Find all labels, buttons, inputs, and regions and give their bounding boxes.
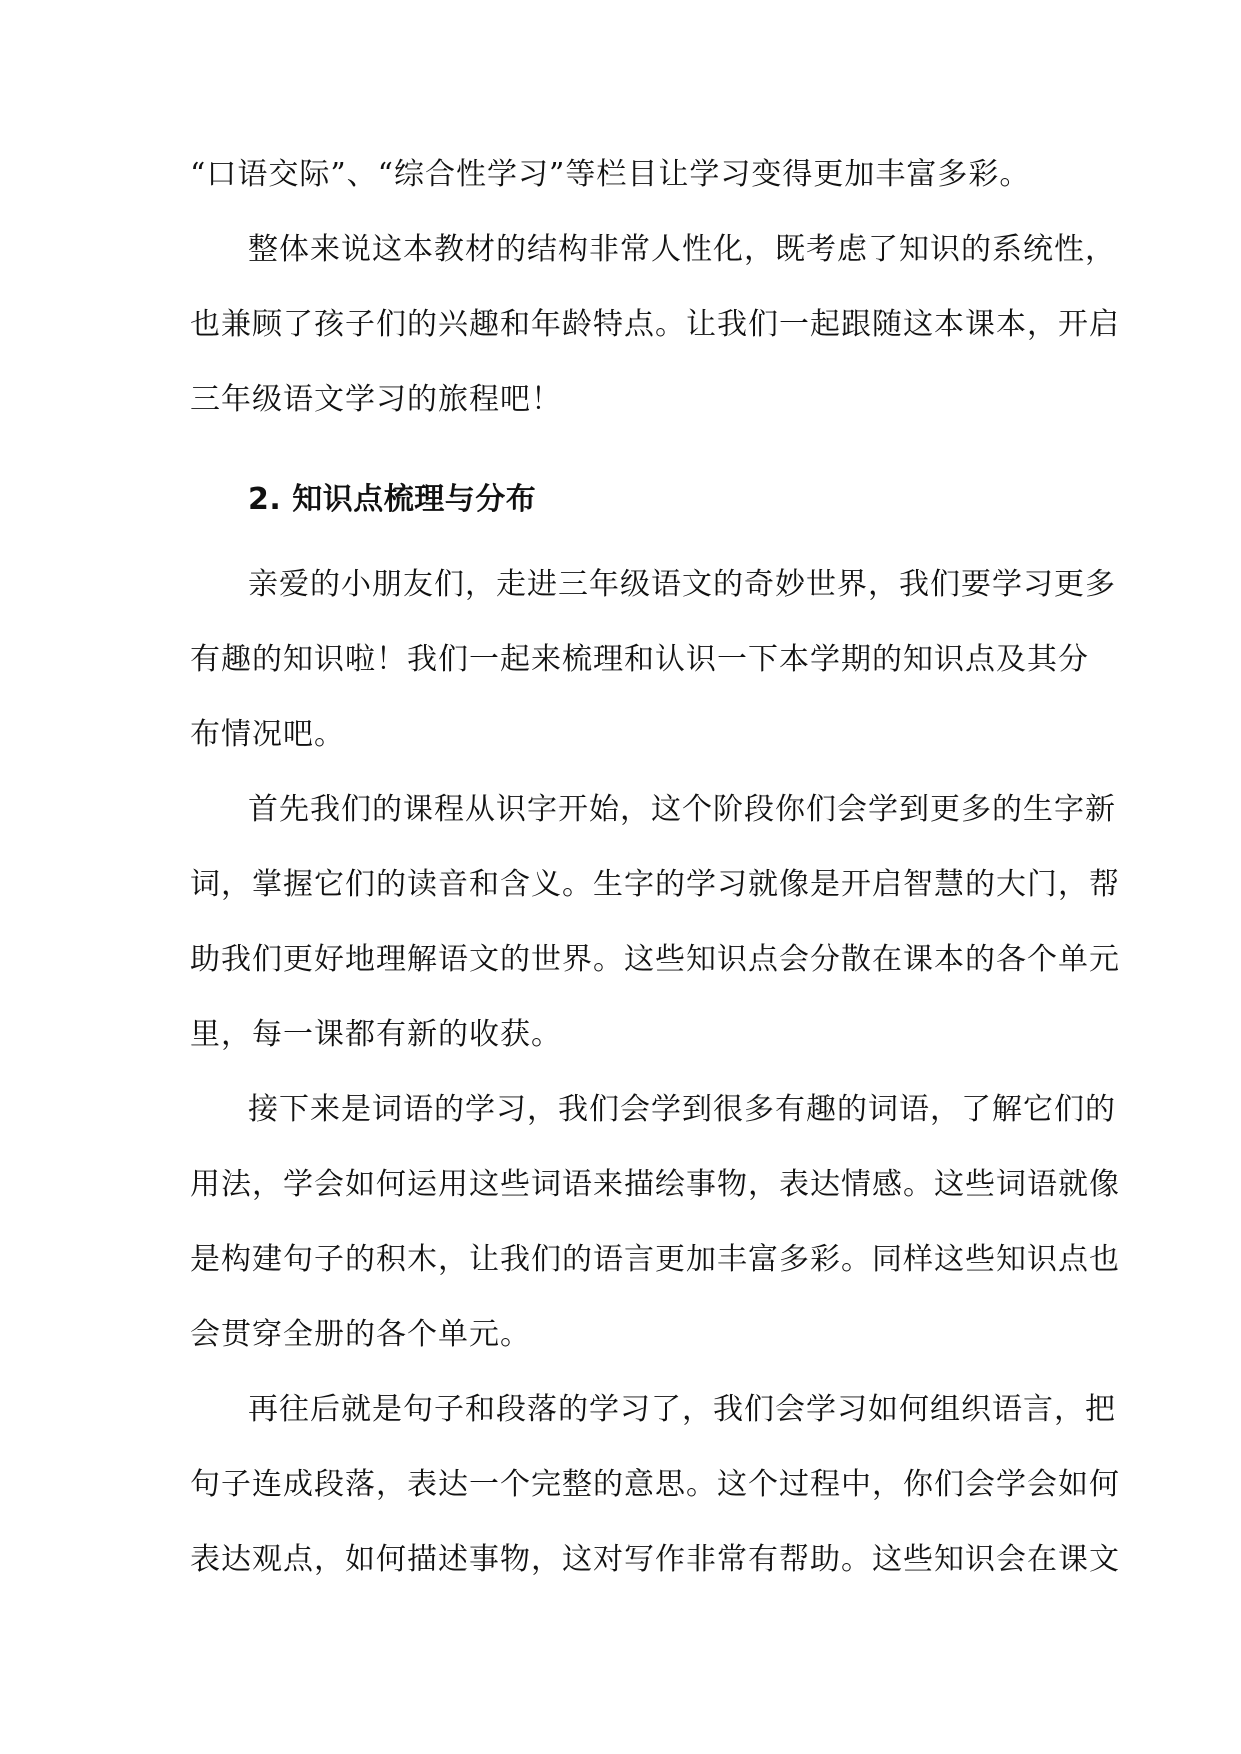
text-line: “口语交际”、“综合性学习”等栏目让学习变得更加丰富多彩。 <box>190 157 1031 192</box>
text-line: 三年级语文学习的旅程吧！ <box>190 382 562 417</box>
text-line: 亲爱的小朋友们，走进三年级语文的奇妙世界，我们要学习更多 <box>248 567 1116 602</box>
text-line: 句子连成段落，表达一个完整的意思。这个过程中，你们会学会如何 <box>190 1467 1120 1502</box>
text-line: 会贯穿全册的各个单元。 <box>190 1317 531 1352</box>
text-line: 首先我们的课程从识字开始，这个阶段你们会学到更多的生字新 <box>248 792 1116 827</box>
text-line: 助我们更好地理解语文的世界。这些知识点会分散在课本的各个单元 <box>190 942 1120 977</box>
section-heading: 2. 知识点梳理与分布 <box>248 482 537 517</box>
text-line: 词，掌握它们的读音和含义。生字的学习就像是开启智慧的大门，帮 <box>190 867 1120 902</box>
text-line: 是构建句子的积木，让我们的语言更加丰富多彩。同样这些知识点也 <box>190 1242 1120 1277</box>
text-line: 接下来是词语的学习，我们会学到很多有趣的词语，了解它们的 <box>248 1092 1116 1127</box>
text-line: 有趣的知识啦！我们一起来梳理和认识一下本学期的知识点及其分 <box>190 642 1089 677</box>
text-line: 里，每一课都有新的收获。 <box>190 1017 562 1052</box>
text-line: 也兼顾了孩子们的兴趣和年龄特点。让我们一起跟随这本课本，开启 <box>190 307 1120 342</box>
text-line: 再往后就是句子和段落的学习了，我们会学习如何组织语言，把 <box>248 1392 1116 1427</box>
text-line: 表达观点，如何描述事物，这对写作非常有帮助。这些知识会在课文 <box>190 1542 1120 1577</box>
text-line: 整体来说这本教材的结构非常人性化，既考虑了知识的系统性， <box>248 232 1116 267</box>
text-line: 用法，学会如何运用这些词语来描绘事物，表达情感。这些词语就像 <box>190 1167 1120 1202</box>
text-line: 布情况吧。 <box>190 717 345 752</box>
